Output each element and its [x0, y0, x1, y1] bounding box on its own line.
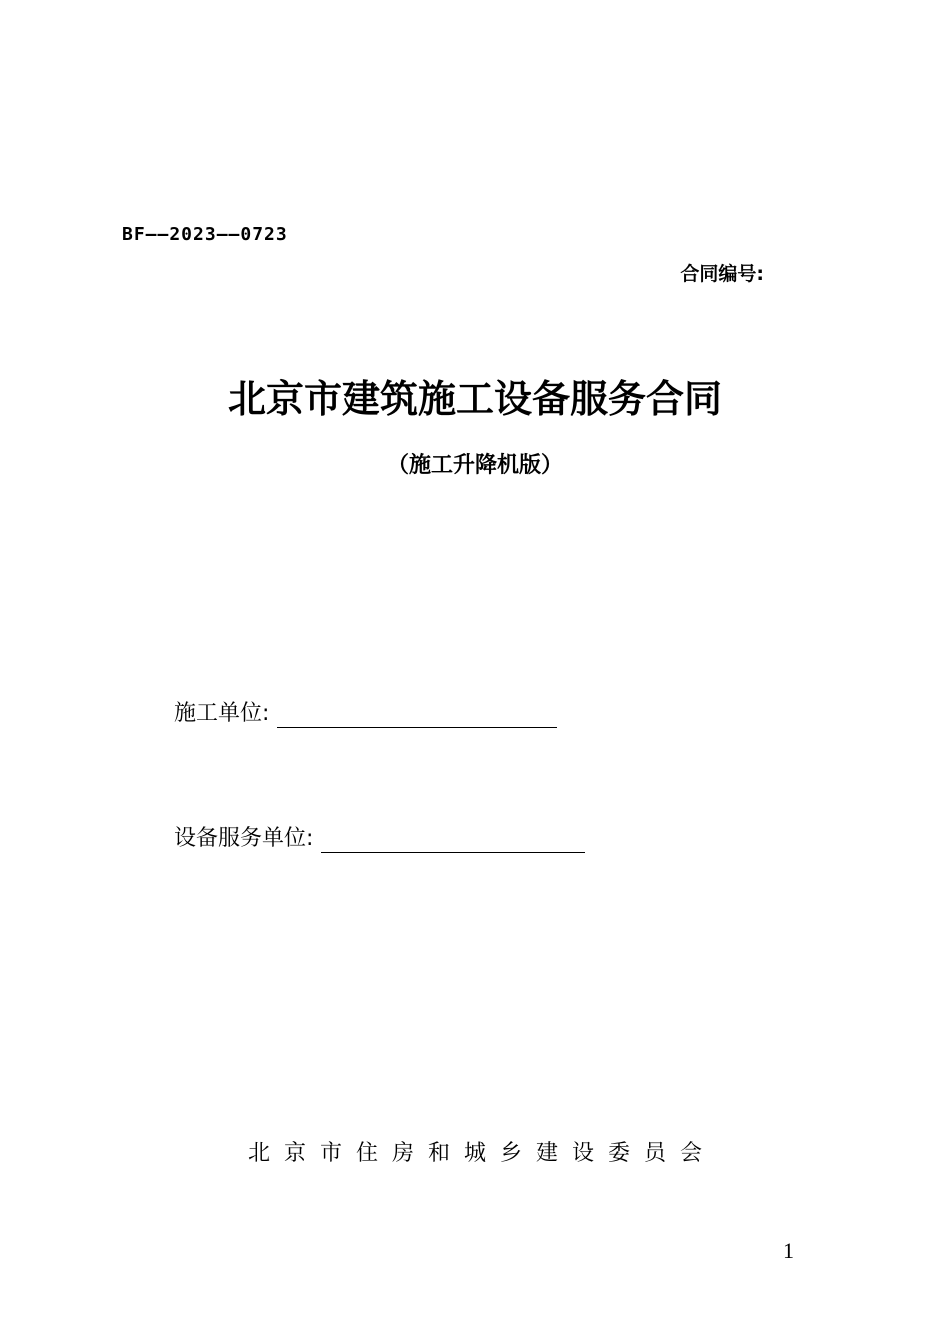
construction-unit-blank[interactable] [277, 705, 557, 728]
issuing-authority: 北京市住房和城乡建设委员会 [247, 1141, 716, 1166]
contract-number-label: 合同编号: [680, 263, 764, 285]
page-number: 1 [783, 1238, 794, 1263]
document-code: BF——2023——0723 [122, 224, 288, 245]
construction-unit-label: 施工单位: [174, 701, 270, 726]
contract-title: 北京市建筑施工设备服务合同 [227, 376, 722, 421]
service-unit-label: 设备服务单位: [174, 826, 314, 851]
service-unit-row [174, 825, 585, 853]
service-unit-blank[interactable] [321, 830, 585, 853]
construction-unit-row [174, 700, 557, 728]
contract-subtitle: （施工升降机版） [386, 453, 563, 478]
